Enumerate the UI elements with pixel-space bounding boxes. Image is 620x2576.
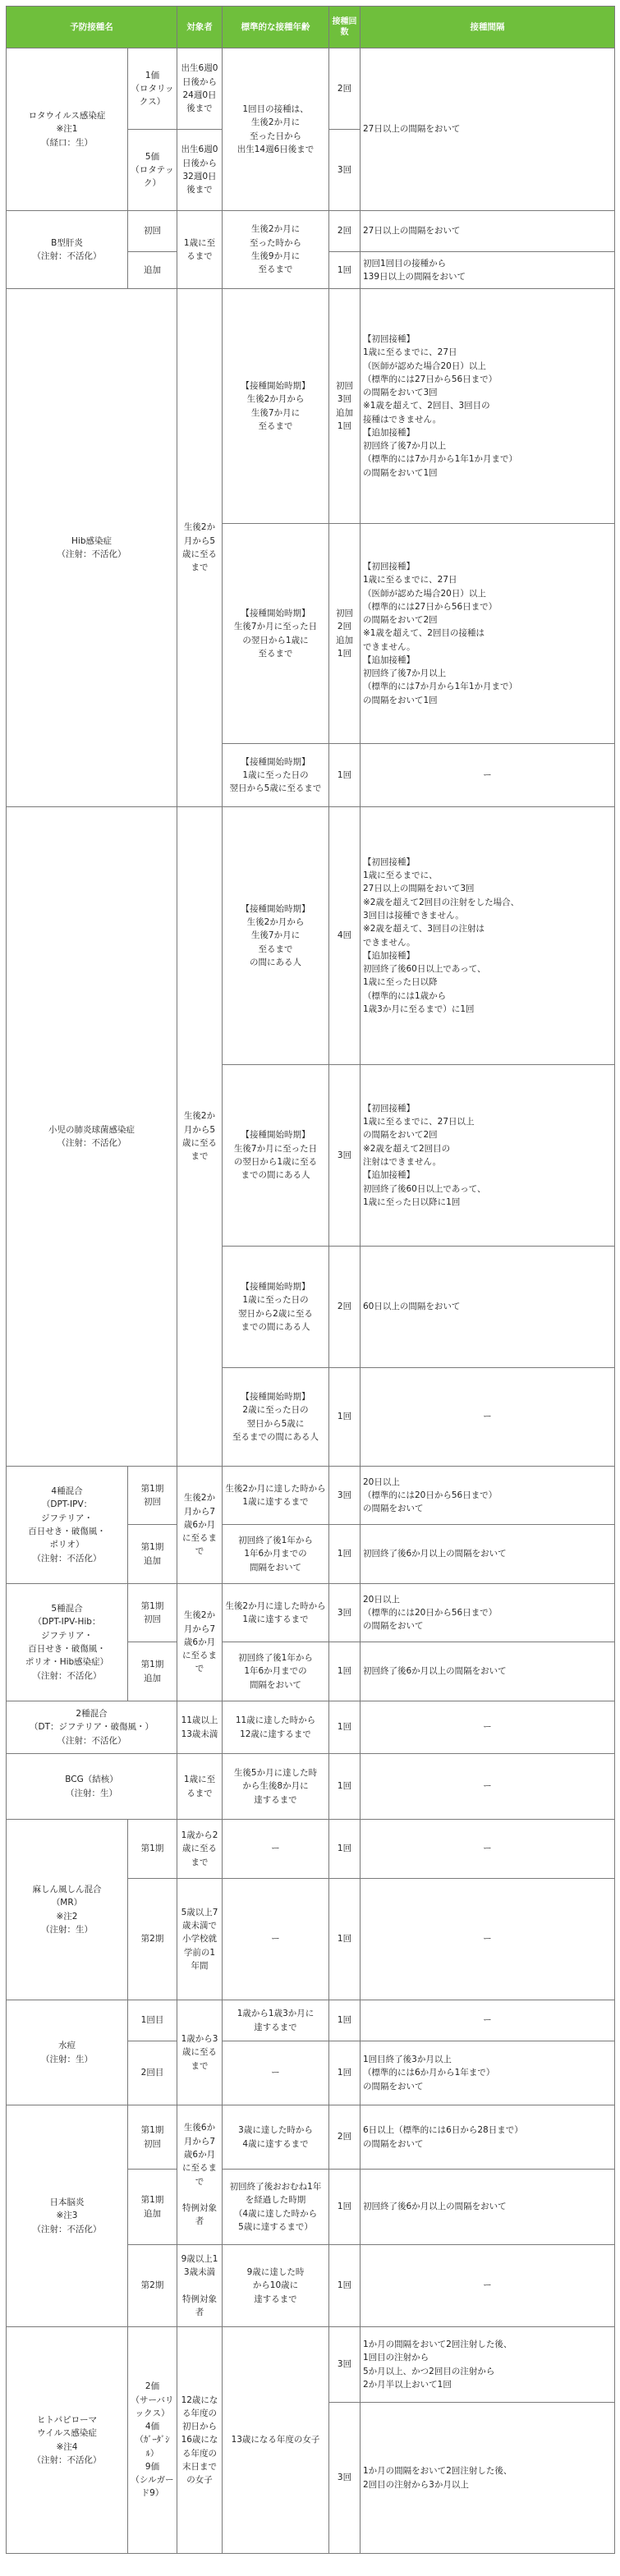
pcv-interval-start-2to7m: 【初回接種】 1歳に至るまでに、 27日以上の間隔をおいて3回 ※2歳を超えて2回目の注射をした場合、 3回目は接種できません。 ※2歳を超えて、3回目の注射は できません。 【追加接種】 初回終了後60日以上であって、 1歳に至った日以降 （標準的には1歳から 1歳3か月に至るまで）に1回 xyxy=(361,807,615,1065)
je-target-phase1 xyxy=(177,2105,223,2245)
vaccine-name-japanese-encephalitis: 日本脳炎 ※注3 （注射：不活化） xyxy=(7,2105,128,2327)
mr-target-phase2: 5歳以上7歳未満で小学校就学前の1年間 xyxy=(177,1879,223,2000)
je-count-booster: 1回 xyxy=(329,2170,361,2245)
hpv-interval-1: 1か月の間隔をおいて2回注射した後、 1回目の注射から 5か月以上、かつ2回目の注射から 2か月半以上おいて1回 xyxy=(361,2327,615,2403)
varicella-count-second: 1回 xyxy=(329,2041,361,2105)
mr-count-phase2: 1回 xyxy=(329,1879,361,2000)
je-sub-initial: 第1期 初回 xyxy=(128,2105,177,2170)
header-vaccine-name: 予防接種名 xyxy=(7,7,177,48)
dpt5-count-booster: 1回 xyxy=(329,1642,361,1701)
varicella-interval-first: ー xyxy=(361,2000,615,2041)
hpv-target: 12歳になる年度の初日から16歳になる年度の末日までの女子 xyxy=(177,2327,223,2554)
hib-interval-start-1to5y: ー xyxy=(361,744,615,807)
vaccine-name-varicella: 水痘 （注射：生） xyxy=(7,2000,128,2105)
pcv-count-start-2to5y: 1回 xyxy=(329,1368,361,1467)
je-interval-phase2: ー xyxy=(361,2245,615,2327)
hepb-count-booster: 1回 xyxy=(329,252,361,289)
hib-interval-start-7to12m: 【初回接種】 1歳に至るまでに、27日 （医師が認めた場合20日）以上 （標準的には27日から56日まで） の間隔をおいて2回 ※1歳を超えて、2回目の接種は できません。 【追加接種】 初回終了後7か月以上 （標準的には7か月から1年1か月まで） の間隔をおいて1回 xyxy=(361,524,615,744)
hepb-count-initial: 2回 xyxy=(329,211,361,252)
dpt5-target: 生後2か月から7歳6か月に至るまで xyxy=(177,1584,223,1701)
dpt4-interval-booster: 初回終了後6か月以上の間隔をおいて xyxy=(361,1525,615,1584)
pcv-count-start-2to7m: 4回 xyxy=(329,807,361,1065)
je-count-phase2: 1回 xyxy=(329,2245,361,2327)
pcv-interval-start-1to2y: 60日以上の間隔をおいて xyxy=(361,1247,615,1368)
vaccine-name-mr: 麻しん風しん混合 （MR） ※注2 （注射：生） xyxy=(7,1820,128,2000)
header-standard-age: 標準的な接種年齢 xyxy=(223,7,329,48)
hib-interval-start-2to7m: 【初回接種】 1歳に至るまでに、27日 （医師が認めた場合20日）以上 （標準的には27日から56日まで） の間隔をおいて3回 ※1歳を超えて、2回目、3回目の 接種はできません。 【追加接種】 初回終了後7か月以上 （標準的には7か月から1年1か月まで） の間隔をおいて1回 xyxy=(361,289,615,524)
je-age-booster: 初回終了後おおむね1年 を経過した時期 （4歳に達した時から 5歳に達するまで） xyxy=(223,2170,329,2245)
hib-age-start-1to5y: 【接種開始時期】 1歳に至った日の 翌日から5歳に至るまで xyxy=(223,744,329,807)
vaccine-name-pneumococcal: 小児の肺炎球菌感染症 （注射：不活化） xyxy=(7,807,177,1467)
bcg-count: 1回 xyxy=(329,1754,361,1820)
dpt4-target: 生後2か月から7歳6か月に至るまで xyxy=(177,1467,223,1584)
dpt5-sub-booster: 第1期 追加 xyxy=(128,1642,177,1701)
dt-interval: ー xyxy=(361,1701,615,1754)
rota-count-pentavalent: 3回 xyxy=(329,130,361,211)
hib-count-start-1to5y: 1回 xyxy=(329,744,361,807)
je-interval-initial: 6日以上（標準的には6日から28日まで） の間隔をおいて xyxy=(361,2105,615,2170)
hpv-interval-2: 1か月の間隔をおいて2回注射した後、 2回目の注射から3か月以上 xyxy=(361,2403,615,2554)
hepb-interval-initial: 27日以上の間隔をおいて xyxy=(361,211,615,252)
hepb-sub-booster: 追加 xyxy=(128,252,177,289)
varicella-age-first: 1歳から1歳3か月に 達するまで xyxy=(223,2000,329,2041)
hepb-sub-initial: 初回 xyxy=(128,211,177,252)
hpv-count-2: 3回 xyxy=(329,2403,361,2554)
hib-count-start-7to12m: 初回 2回 追加 1回 xyxy=(329,524,361,744)
bcg-target: 1歳に至るまで xyxy=(177,1754,223,1820)
pcv-age-start-2to5y: 【接種開始時期】 2歳に至った日の 翌日から5歳に 至るまでの間にある人 xyxy=(223,1368,329,1467)
mr-age-phase2: ー xyxy=(223,1879,329,2000)
mr-interval-phase1: ー xyxy=(361,1820,615,1879)
rota-sub-monovalent: 1価 （ロタリックス） xyxy=(128,48,177,130)
dpt4-count-booster: 1回 xyxy=(329,1525,361,1584)
pcv-age-start-1to2y: 【接種開始時期】 1歳に至った日の 翌日から2歳に至る までの間にある人 xyxy=(223,1247,329,1368)
dpt5-interval-booster: 初回終了後6か月以上の間隔をおいて xyxy=(361,1642,615,1701)
pcv-interval-start-2to5y: ー xyxy=(361,1368,615,1467)
mr-target-phase1: 1歳から2歳に至るまで xyxy=(177,1820,223,1879)
mr-interval-phase2: ー xyxy=(361,1879,615,2000)
header-target: 対象者 xyxy=(177,7,223,48)
je-target-phase2-text: 9歳以上13歳未満 xyxy=(181,2253,218,2278)
dpt4-count-initial: 3回 xyxy=(329,1467,361,1525)
hepb-interval-booster: 初回1回目の接種から 139日以上の間隔をおいて xyxy=(361,252,615,289)
varicella-sub-first: 1回目 xyxy=(128,2000,177,2041)
je-count-initial: 2回 xyxy=(329,2105,361,2170)
hib-age-start-2to7m: 【接種開始時期】 生後2か月から 生後7か月に 至るまで xyxy=(223,289,329,524)
je-interval-booster: 初回終了後6か月以上の間隔をおいて xyxy=(361,2170,615,2245)
dpt5-sub-initial: 第1期 初回 xyxy=(128,1584,177,1642)
dpt4-interval-initial: 20日以上 （標準的には20日から56日まで） の間隔をおいて xyxy=(361,1467,615,1525)
je-sub-booster: 第1期 追加 xyxy=(128,2170,177,2245)
vaccine-name-hib: Hib感染症 （注射：不活化） xyxy=(7,289,177,807)
mr-age-phase1: ー xyxy=(223,1820,329,1879)
vaccine-name-hpv: ヒトパピローマ ウイルス感染症 ※注4 （注射：不活化） xyxy=(7,2327,128,2554)
pcv-count-start-1to2y: 2回 xyxy=(329,1247,361,1368)
rota-target-pentavalent: 出生6週0日後から32週0日後まで xyxy=(177,130,223,211)
bcg-interval: ー xyxy=(361,1754,615,1820)
header-interval: 接種間隔 xyxy=(361,7,615,48)
mr-count-phase1: 1回 xyxy=(329,1820,361,1879)
je-special-case-phase1: 特例対象者 xyxy=(182,2203,217,2227)
rota-sub-pentavalent: 5価 （ロタテック） xyxy=(128,130,177,211)
dpt4-sub-initial: 第1期 初回 xyxy=(128,1467,177,1525)
header-count: 接種回数 xyxy=(329,7,361,48)
dt-target: 11歳以上13歳未満 xyxy=(177,1701,223,1754)
hpv-vaccine-types: 2価 （サーバリックス） 4価 （ｶﾞｰﾀﾞｼﾙ） 9価 （シルガード9） xyxy=(128,2327,177,2554)
vaccine-name-rotavirus: ロタウイルス感染症 ※注1 （経口：生） xyxy=(7,48,128,211)
pcv-target: 生後2か月から5歳に至るまで xyxy=(177,807,223,1467)
varicella-age-second: ー xyxy=(223,2041,329,2105)
je-age-initial: 3歳に達した時から 4歳に達するまで xyxy=(223,2105,329,2170)
je-age-phase2: 9歳に達した時 から10歳に 達するまで xyxy=(223,2245,329,2327)
mr-sub-phase2: 第2期 xyxy=(128,1879,177,2000)
dpt5-age-booster: 初回終了後1年から 1年6か月までの 間隔をおいて xyxy=(223,1642,329,1701)
vaccine-name-hepatitis-b: B型肝炎 （注射：不活化） xyxy=(7,211,128,289)
je-target-phase2 xyxy=(177,2245,223,2327)
varicella-sub-second: 2回目 xyxy=(128,2041,177,2105)
rota-target-monovalent: 出生6週0日後から24週0日後まで xyxy=(177,48,223,130)
pcv-count-start-7to12m: 3回 xyxy=(329,1065,361,1247)
hib-count-start-2to7m: 初回 3回 追加 1回 xyxy=(329,289,361,524)
pcv-age-start-7to12m: 【接種開始時期】 生後7か月に至った日 の翌日から1歳に至る までの間にある人 xyxy=(223,1065,329,1247)
bcg-standard-age: 生後5か月に達した時 から生後8か月に 達するまで xyxy=(223,1754,329,1820)
vaccine-name-dpt-ipv: 4種混合 （DPT-IPV： ジフテリア・ 百日せき・破傷風・ ポリオ） （注射：不活化） xyxy=(7,1467,128,1584)
hpv-standard-age: 13歳になる年度の女子 xyxy=(223,2327,329,2554)
vaccination-schedule-table xyxy=(6,6,614,2554)
varicella-count-first: 1回 xyxy=(329,2000,361,2041)
dpt5-count-initial: 3回 xyxy=(329,1584,361,1642)
vaccine-name-bcg: BCG（結核） （注射：生） xyxy=(7,1754,177,1820)
dpt5-interval-initial: 20日以上 （標準的には20日から56日まで） の間隔をおいて xyxy=(361,1584,615,1642)
rota-count-monovalent: 2回 xyxy=(329,48,361,130)
hpv-count-1: 3回 xyxy=(329,2327,361,2403)
vaccine-name-dpt-ipv-hib: 5種混合 （DPT-IPV-Hib： ジフテリア・ 百日せき・破傷風・ ポリオ・Hib感染症） （注射：不活化） xyxy=(7,1584,128,1701)
vaccine-name-dt: 2種混合 （DT：ジフテリア・破傷風・） （注射：不活化） xyxy=(7,1701,177,1754)
pcv-age-start-2to7m: 【接種開始時期】 生後2か月から 生後7か月に 至るまで の間にある人 xyxy=(223,807,329,1065)
dt-count: 1回 xyxy=(329,1701,361,1754)
hib-age-start-7to12m: 【接種開始時期】 生後7か月に至った日 の翌日から1歳に 至るまで xyxy=(223,524,329,744)
mr-sub-phase1: 第1期 xyxy=(128,1820,177,1879)
dpt4-age-initial: 生後2か月に達した時から1歳に達するまで xyxy=(223,1467,329,1525)
je-sub-phase2: 第2期 xyxy=(128,2245,177,2327)
je-special-case-phase2: 特例対象者 xyxy=(182,2294,217,2317)
dpt4-age-booster: 初回終了後1年から 1年6か月までの 間隔をおいて xyxy=(223,1525,329,1584)
je-target-phase1-text: 生後6か月から7歳6か月に至るまで xyxy=(182,2123,217,2187)
dt-standard-age: 11歳に達した時から 12歳に達するまで xyxy=(223,1701,329,1754)
hepb-target: 1歳に至るまで xyxy=(177,211,223,289)
hepb-standard-age: 生後2か月に 至った時から 生後9か月に 至るまで xyxy=(223,211,329,289)
rota-interval: 27日以上の間隔をおいて xyxy=(361,48,615,211)
dpt5-age-initial: 生後2か月に達した時から1歳に達するまで xyxy=(223,1584,329,1642)
varicella-interval-second: 1回目終了後3か月以上 （標準的には6か月から1年まで） の間隔をおいて xyxy=(361,2041,615,2105)
varicella-target: 1歳から3歳に至るまで xyxy=(177,2000,223,2105)
rota-standard-age: 1回目の接種は、 生後2か月に 至った日から 出生14週6日後まで xyxy=(223,48,329,211)
pcv-interval-start-7to12m: 【初回接種】 1歳に至るまでに、27日以上 の間隔をおいて2回 ※2歳を超えて2回目の 注射はできません。 【追加接種】 初回終了後60日以上であって、 1歳に至った日以降に1回 xyxy=(361,1065,615,1247)
dpt4-sub-booster: 第1期 追加 xyxy=(128,1525,177,1584)
hib-target: 生後2か月から5歳に至るまで xyxy=(177,289,223,807)
